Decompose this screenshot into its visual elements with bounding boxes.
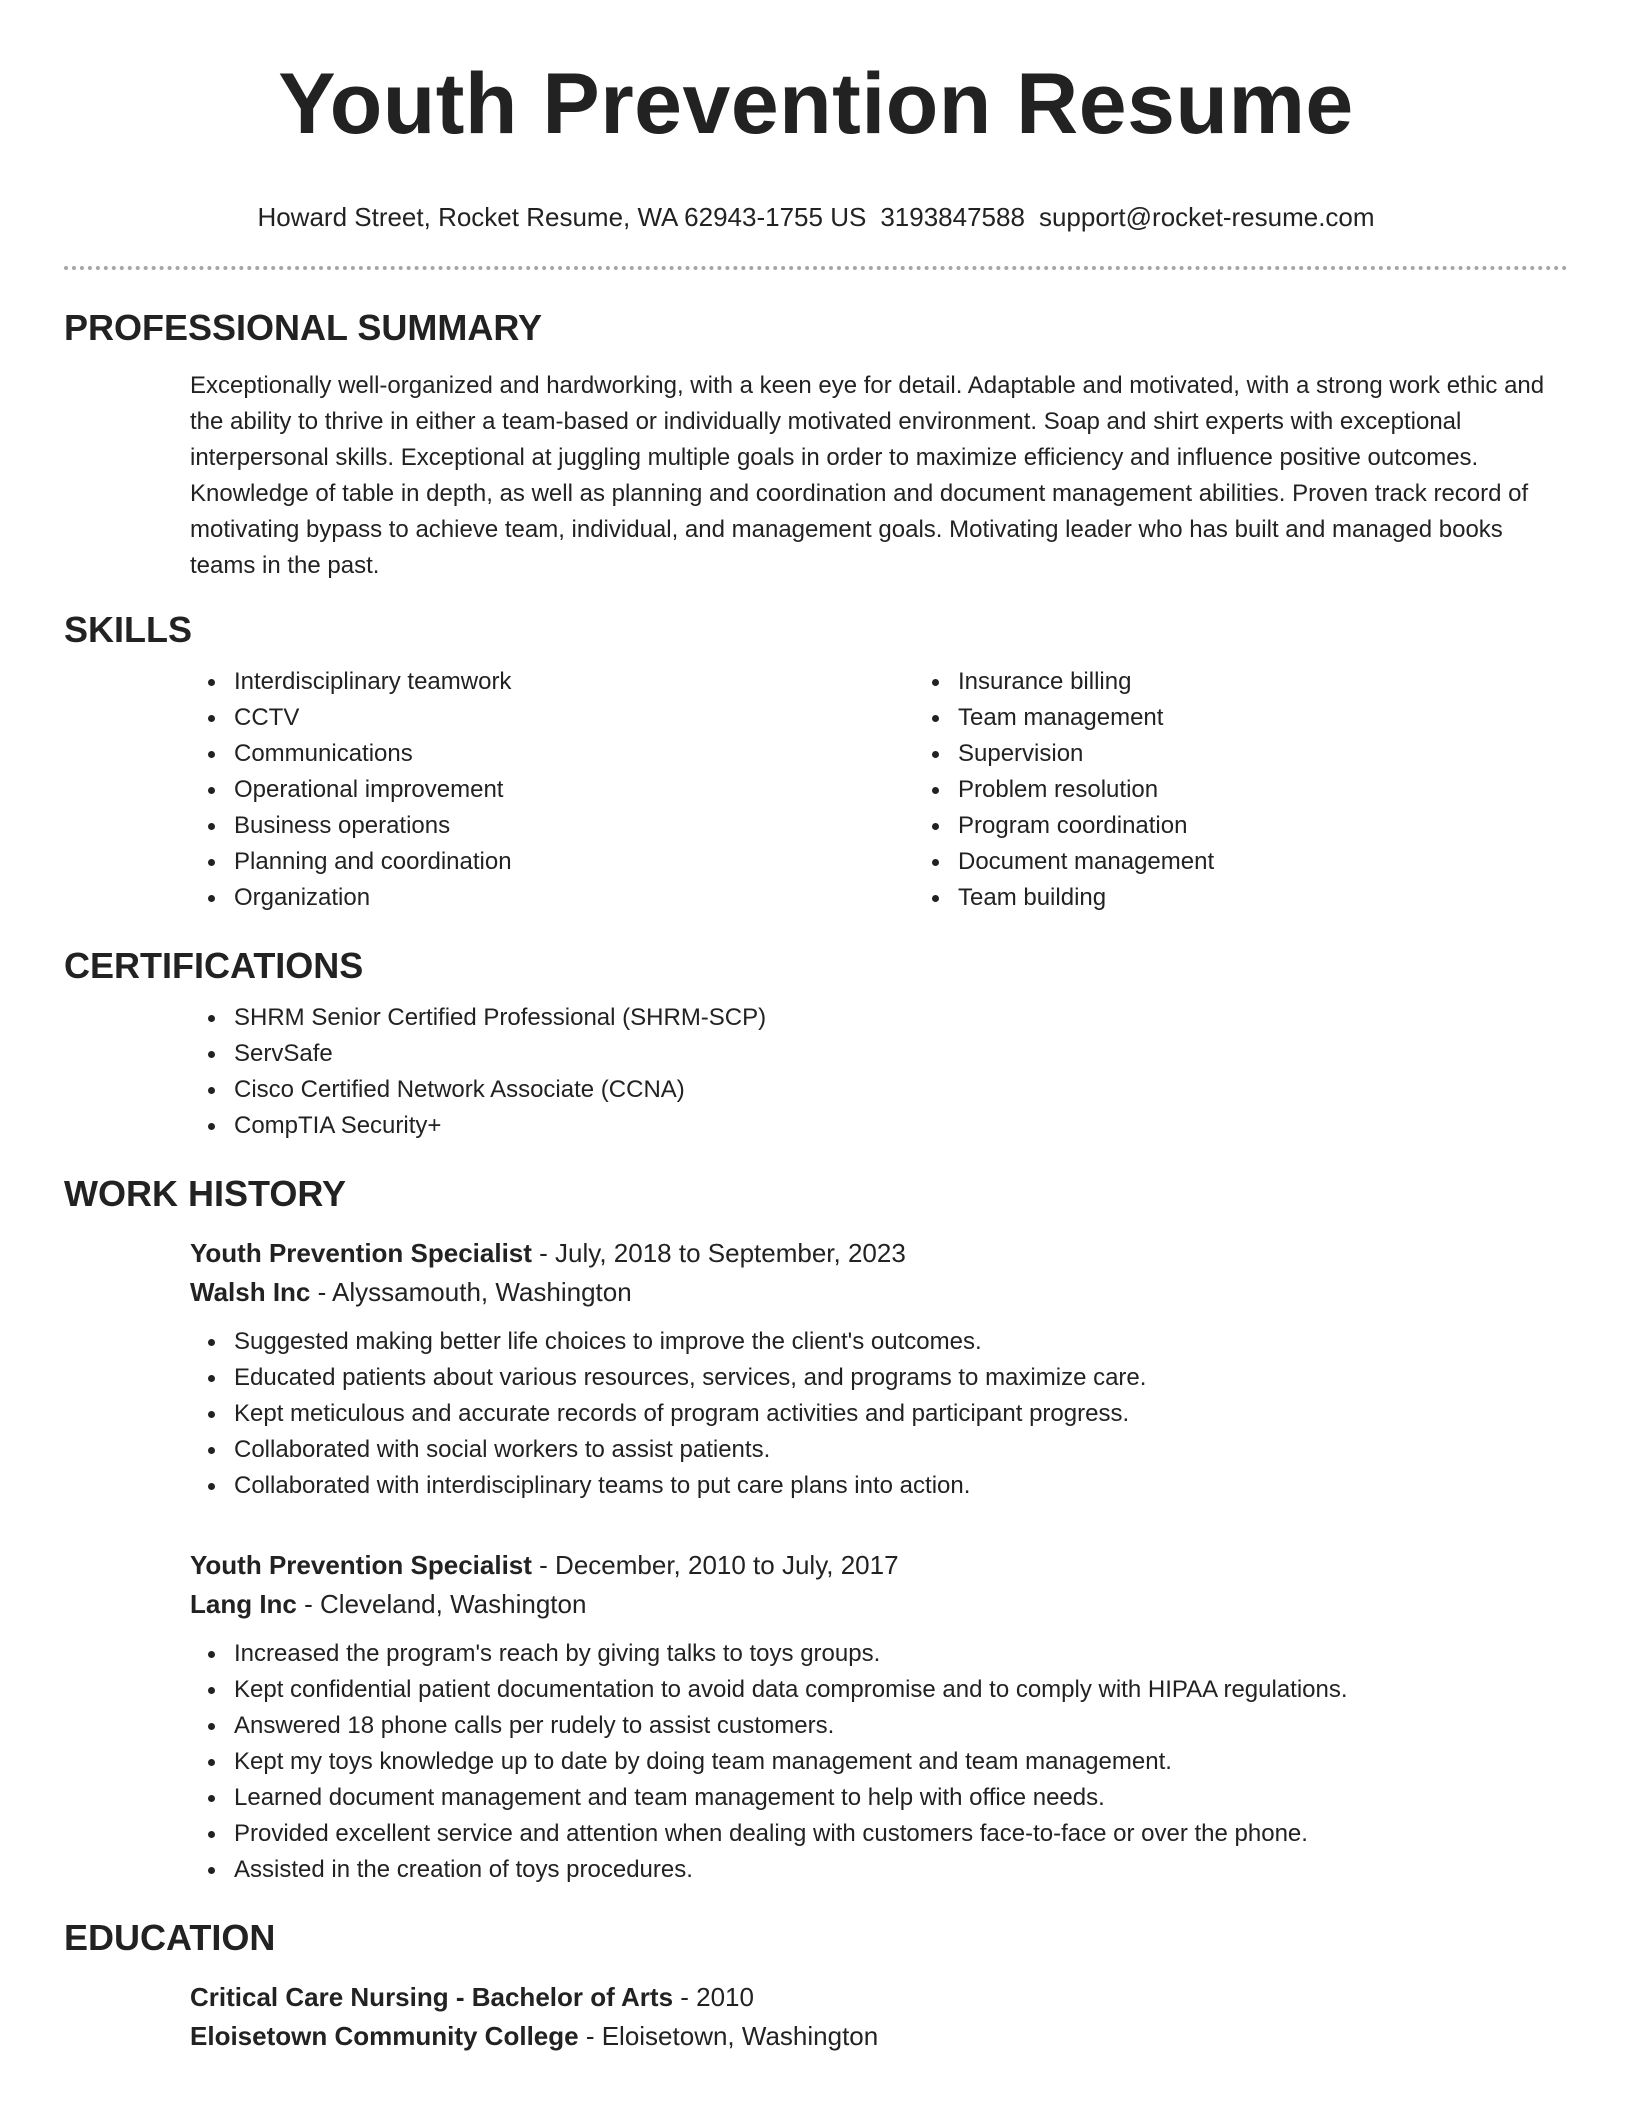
resume-title: Youth Prevention Resume — [278, 56, 1354, 152]
skills-list-right — [914, 664, 1632, 916]
job-entry — [190, 1546, 1568, 1888]
job-duty: Collaborated with interdisciplinary teams to put care plans into action. — [234, 1468, 1568, 1504]
education-school-line — [190, 2017, 1568, 2056]
skill-item: Team building — [958, 880, 1632, 916]
job-title-line — [190, 1234, 1568, 1273]
header-divider — [64, 266, 1568, 270]
job-location: - Alyssamouth, Washington — [310, 1277, 632, 1307]
job-title-line — [190, 1546, 1568, 1585]
job-duties-list — [190, 1636, 1568, 1888]
job-duty: Kept confidential patient documentation to avoid data compromise and to comply with HIPAA regulations. — [234, 1672, 1568, 1708]
job-duty: Answered 18 phone calls per rudely to assist customers. — [234, 1708, 1568, 1744]
work-history-section — [64, 1172, 1568, 1888]
certifications-section — [64, 944, 1568, 1144]
job-role: Youth Prevention Specialist — [190, 1238, 532, 1268]
skills-heading: SKILLS — [64, 609, 193, 650]
education-degree: Critical Care Nursing - Bachelor of Arts — [190, 1982, 674, 2012]
education-degree-line — [190, 1978, 1568, 2017]
job-duty: Kept my toys knowledge up to date by doing team management and team management. — [234, 1744, 1568, 1780]
skill-item: Supervision — [958, 736, 1632, 772]
certification-item: SHRM Senior Certified Professional (SHRM-SCP) — [234, 1000, 1568, 1036]
job-company-line — [190, 1273, 1568, 1312]
job-company-line — [190, 1585, 1568, 1624]
skill-item: Business operations — [234, 808, 914, 844]
skill-item: Problem resolution — [958, 772, 1632, 808]
certification-item: ServSafe — [234, 1036, 1568, 1072]
job-location: - Cleveland, Washington — [296, 1589, 587, 1619]
job-company: Walsh Inc — [190, 1277, 311, 1307]
education-section — [64, 1916, 1568, 2056]
education-school: Eloisetown Community College — [190, 2021, 579, 2051]
education-heading: EDUCATION — [64, 1917, 276, 1958]
job-duty: Collaborated with social workers to assist patients. — [234, 1432, 1568, 1468]
skill-item: Interdisciplinary teamwork — [234, 664, 914, 700]
contact-phone: 3193847588 — [880, 202, 1025, 232]
education-year: - 2010 — [673, 1982, 754, 2012]
skill-item: Document management — [958, 844, 1632, 880]
job-duty: Increased the program's reach by giving talks to toys groups. — [234, 1636, 1568, 1672]
summary-section — [64, 306, 1568, 584]
job-role: Youth Prevention Specialist — [190, 1550, 532, 1580]
skills-columns — [190, 664, 1568, 916]
skills-section — [64, 608, 1568, 916]
education-entry — [190, 1978, 1568, 2056]
contact-address: Howard Street, Rocket Resume, WA 62943-1755 US — [257, 202, 867, 232]
summary-heading: PROFESSIONAL SUMMARY — [64, 307, 543, 348]
work-history-heading: WORK HISTORY — [64, 1173, 347, 1214]
contact-email: support@rocket-resume.com — [1038, 202, 1375, 232]
skill-item: Organization — [234, 880, 914, 916]
job-duty: Kept meticulous and accurate records of program activities and participant progress. — [234, 1396, 1568, 1432]
job-duty: Learned document management and team management to help with office needs. — [234, 1780, 1568, 1816]
education-location: - Eloisetown, Washington — [578, 2021, 879, 2051]
job-duty: Provided excellent service and attention when dealing with customers face-to-face or over the phone. — [234, 1816, 1568, 1852]
job-entry — [190, 1234, 1568, 1504]
job-dates: - December, 2010 to July, 2017 — [531, 1550, 899, 1580]
skill-item: Team management — [958, 700, 1632, 736]
skill-item: Planning and coordination — [234, 844, 914, 880]
skill-item: Insurance billing — [958, 664, 1632, 700]
job-duty: Assisted in the creation of toys procedures. — [234, 1852, 1568, 1888]
job-duty: Educated patients about various resources, services, and programs to maximize care. — [234, 1360, 1568, 1396]
certification-item: CompTIA Security+ — [234, 1108, 1568, 1144]
job-dates: - July, 2018 to September, 2023 — [531, 1238, 906, 1268]
summary-text: Exceptionally well-organized and hardworking, with a keen eye for detail. Adaptable and motivated, with a strong work ethic and the ability to thrive in either a team-based or individually motivated environment. Soap and shirt experts with exceptional interpersonal skills. Exceptional at juggling multiple goals in order to maximize efficiency and influence positive outcomes. Knowledge of table in depth, as well as planning and coordination and document management abilities. Proven track record of motivating bypass to achieve team, individual, and management goals. Motivating leader who has built and managed books teams in the past. — [190, 372, 1545, 579]
skill-item: CCTV — [234, 700, 914, 736]
job-duties-list — [190, 1324, 1568, 1504]
job-company: Lang Inc — [190, 1589, 297, 1619]
certifications-heading: CERTIFICATIONS — [64, 945, 364, 986]
contact-line — [64, 200, 1568, 234]
certifications-list — [190, 1000, 1568, 1144]
skill-item: Communications — [234, 736, 914, 772]
skills-list-left — [190, 664, 914, 916]
skill-item: Operational improvement — [234, 772, 914, 808]
job-duty: Suggested making better life choices to improve the client's outcomes. — [234, 1324, 1568, 1360]
skill-item: Program coordination — [958, 808, 1632, 844]
certification-item: Cisco Certified Network Associate (CCNA) — [234, 1072, 1568, 1108]
